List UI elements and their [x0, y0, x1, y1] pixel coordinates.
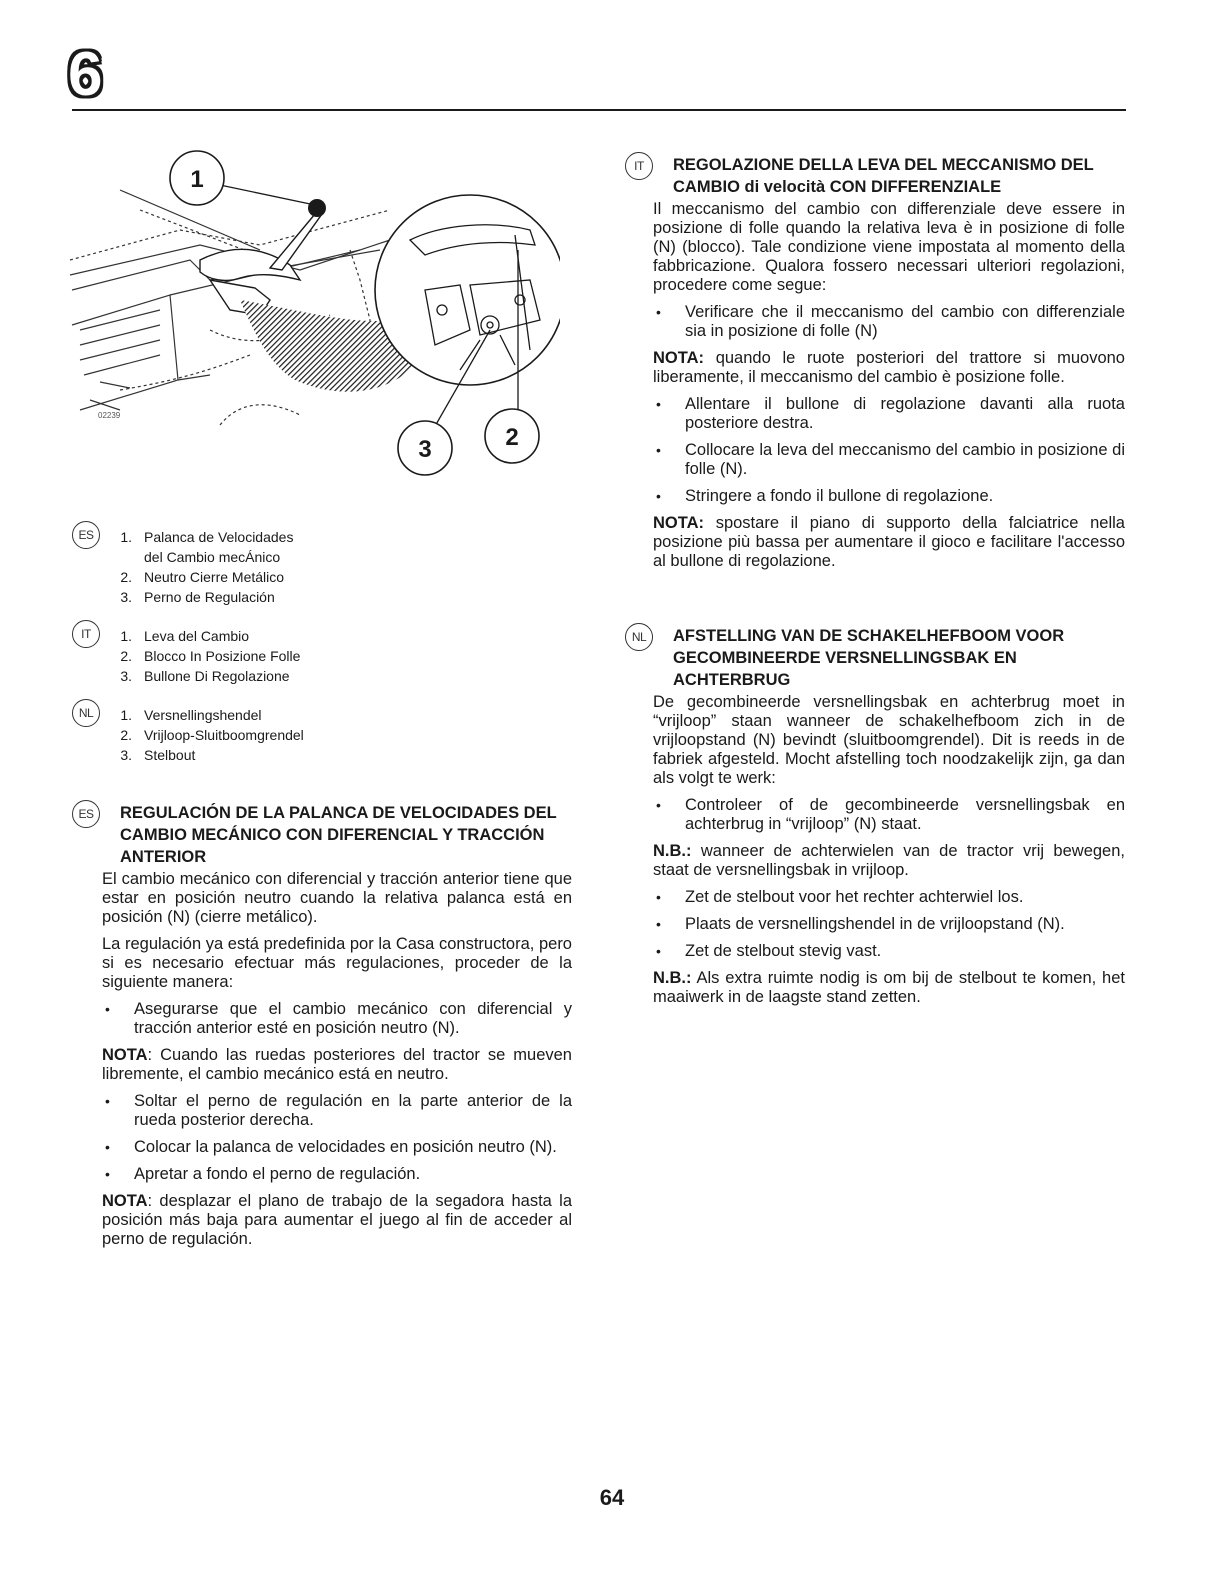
- lang-badge-nl: NL: [72, 699, 100, 727]
- section-heading: ES REGULACIÓN DE LA PALANCA DE VELOCIDADES DEL CAMBIO MECÁNICO CON DIFERENCIAL Y TRACCIÓN ANTERIOR: [72, 802, 572, 868]
- note: N.B.: Als extra ruimte nodig is om bij de stelbout te komen, het maaiwerk in de laagste stand zetten.: [653, 969, 1125, 1006]
- section-heading: IT REGOLAZIONE DELLA LEVA DEL MECCANISMO DEL CAMBIO di velocità CON DIFFERENZIALE: [625, 154, 1125, 198]
- note: NOTA: Cuando las ruedas posteriores del tractor se mueven libremente, el cambio mecánico está en neutro.: [102, 1046, 572, 1083]
- note: N.B.: wanneer de achterwielen van de tractor vrij bewegen, staat de versnellingsbak in vrijloop.: [653, 842, 1125, 879]
- list-item: • Controleer of de gecombineerde versnellingsbak en achterbrug in “vrijloop” (N) staat.: [653, 796, 1125, 834]
- chapter-number: 6: [68, 40, 103, 109]
- legend-es: [72, 527, 293, 607]
- section-heading: NL AFSTELLING VAN DE SCHAKELHEFBOOM VOOR GECOMBINEERDE VERSNELLINGSBAK EN ACHTERBRUG: [625, 625, 1125, 691]
- lang-badge-nl: NL: [625, 623, 653, 651]
- section-es: [72, 802, 572, 1257]
- legend-item: 1. Versnellingshendel: [120, 707, 262, 723]
- legend-it: [72, 626, 300, 686]
- legend-nl: [72, 705, 304, 765]
- legend-item: 2. Neutro Cierre Metálico: [120, 569, 285, 585]
- list-item: • Collocare la leva del meccanismo del cambio in posizione di folle (N).: [653, 441, 1125, 479]
- gear-lever-illustration: [60, 150, 560, 495]
- callout-1: [170, 151, 224, 205]
- section-it: [625, 154, 1125, 579]
- list-item: • Colocar la palanca de velocidades en posición neutro (N).: [102, 1138, 572, 1157]
- lang-badge-it: IT: [625, 152, 653, 180]
- note: NOTA: desplazar el plano de trabajo de la segadora hasta la posición más baja para aumentar el juego al fin de acceder al perno de regulación.: [102, 1192, 572, 1248]
- lang-badge-es: ES: [72, 800, 100, 828]
- list-item: • Apretar a fondo el perno de regulación.: [102, 1165, 572, 1184]
- note: NOTA: quando le ruote posteriori del trattore si muovono liberamente, il meccanismo del cambio è posizione folle.: [653, 349, 1125, 386]
- legend-item: 3. Bullone Di Regolazione: [120, 668, 290, 684]
- legend-item: 3. Perno de Regulación: [120, 589, 275, 605]
- legend-item: 1. Leva del Cambio: [120, 628, 250, 644]
- legend-item: 2. Blocco In Posizione Folle: [120, 648, 301, 664]
- list-item: • Stringere a fondo il bullone di regolazione.: [653, 487, 1125, 506]
- paragraph: El cambio mecánico con diferencial y tracción anterior tiene que estar en posición neutro cuando la relativa palanca está en posición (N) (cierre metálico).: [102, 870, 572, 926]
- section-nl: [625, 625, 1125, 1015]
- lang-badge-it: IT: [72, 620, 100, 648]
- lang-badge-es: ES: [72, 521, 100, 549]
- svg-text:2: 2: [505, 424, 519, 451]
- lever-knob-icon: [308, 199, 326, 217]
- svg-text:3: 3: [418, 436, 432, 463]
- legend-item: 1. Palanca de Velocidades del Cambio mecÁnico: [120, 529, 294, 565]
- legend-item: 3. Stelbout: [120, 747, 196, 763]
- list-item: • Plaats de versnellingshendel in de vrijloopstand (N).: [653, 915, 1125, 934]
- list-item: • Zet de stelbout voor het rechter achterwiel los.: [653, 888, 1125, 907]
- list-item: • Soltar el perno de regulación en la parte anterior de la rueda posterior derecha.: [102, 1092, 572, 1130]
- page-number: 64: [599, 1485, 625, 1510]
- note: NOTA: spostare il piano di supporto della falciatrice nella posizione più bassa per aumentare il gioco e facilitare l'accesso al bullone di regolazione.: [653, 514, 1125, 570]
- paragraph: Il meccanismo del cambio con differenziale deve essere in posizione di folle quando la relativa leva è in posizione di folle (N) (blocco). Tale condizione viene impostata al momento della fabbricazione. Qualora fossero necessari ulteriori regolazioni, procedere come segue:: [653, 200, 1125, 294]
- list-item: • Allentare il bullone di regolazione davanti alla ruota posteriore destra.: [653, 395, 1125, 433]
- header-rule: [72, 109, 1126, 111]
- list-item: • Verificare che il meccanismo del cambio con differenziale sia in posizione di folle (N): [653, 303, 1125, 341]
- list-item: • Asegurarse que el cambio mecánico con diferencial y tracción anterior esté en posición neutro (N).: [102, 1000, 572, 1038]
- list-item: • Zet de stelbout stevig vast.: [653, 942, 1125, 961]
- figure-code: 02239: [98, 411, 121, 420]
- legend-item: 2. Vrijloop-Sluitboomgrendel: [120, 727, 304, 743]
- paragraph: La regulación ya está predefinida por la Casa constructora, pero si es necesario efectuar más regulaciones, proceder de la siguiente manera:: [102, 935, 572, 991]
- callout-3: [398, 421, 452, 475]
- callout-2: [485, 409, 539, 463]
- svg-text:1: 1: [190, 166, 204, 193]
- paragraph: De gecombineerde versnellingsbak en achterbrug moet in “vrijloop” staan wanneer de schakelhefboom zich in de vrijloopstand (N) bevindt (sluitboomgrendel). Dit is reeds in de fabriek afgesteld. Mocht afstelling toch noodzakelijk zijn, ga dan als volgt te werk:: [653, 693, 1125, 787]
